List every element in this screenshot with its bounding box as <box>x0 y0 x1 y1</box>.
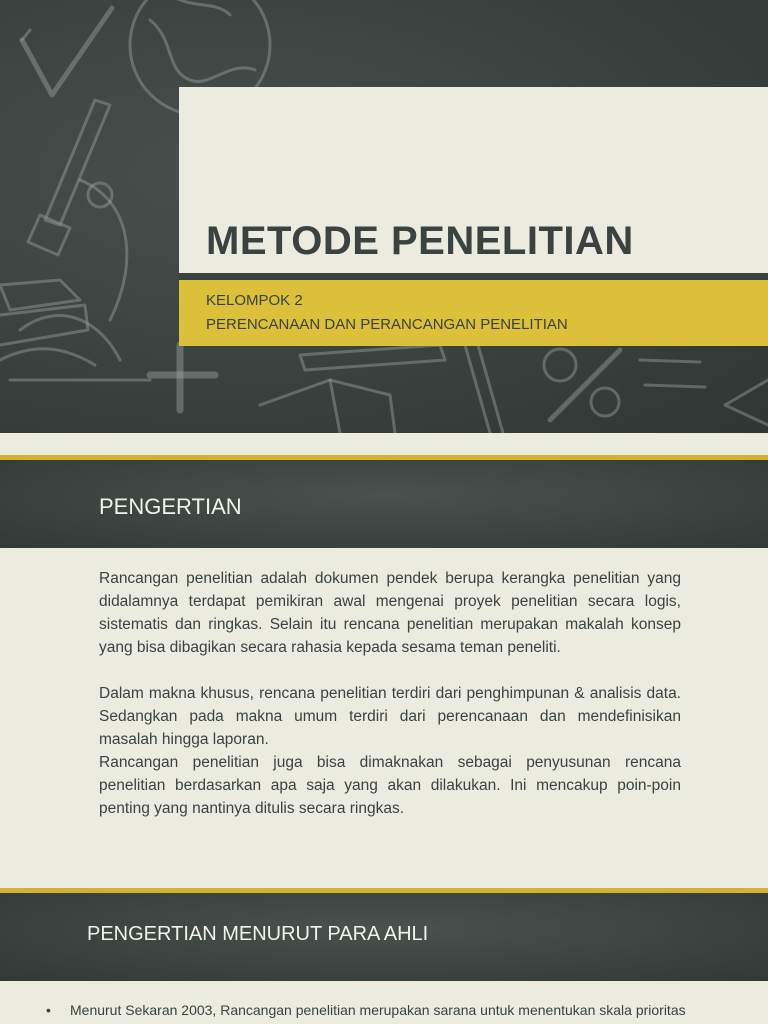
section-header-ahli <box>0 893 768 981</box>
pengertian-body <box>99 567 681 820</box>
presentation-title: METODE PENELITIAN <box>206 219 634 263</box>
section-title-ahli: PENGERTIAN MENURUT PARA AHLI <box>87 923 429 945</box>
list-item-text: Menurut Sekaran 2003, Rancangan penelitian merupakan sarana untuk menentukan skala prioritas <box>70 1002 686 1018</box>
subtitle-topic: PERENCANAAN DAN PERANCANGAN PENELITIAN <box>206 316 568 333</box>
bullet-icon: • <box>46 1002 51 1018</box>
paragraph-spacer <box>99 659 681 682</box>
subtitle-group: KELOMPOK 2 <box>206 292 303 309</box>
list-item <box>46 999 726 1021</box>
title-box <box>179 87 768 273</box>
title-divider <box>179 273 768 280</box>
section-header-pengertian <box>0 460 768 548</box>
ahli-bullet-list <box>46 999 726 1021</box>
section-title-pengertian: PENGERTIAN <box>99 494 242 519</box>
title-slide <box>0 0 768 433</box>
subtitle-band <box>179 280 768 346</box>
paragraph-special-meaning: Dalam makna khusus, rencana penelitian terdiri dari penghimpunan & analisis data. Sedangkan pada makna umum terdiri dari perencanaan dan mendefinisikan masalah hingga laporan. <box>99 685 681 748</box>
paragraph-definition: Rancangan penelitian adalah dokumen pendek berupa kerangka penelitian yang didalamnya terdapat pemikiran awal mengenai proyek penelitian secara logis, sistematis dan ringkas. Selain itu rencana penelitian merupakan makalah konsep yang bisa dibagikan secara rahasia kepada sesama teman peneliti. <box>99 570 681 656</box>
paragraph-interpretation: Rancangan penelitian juga bisa dimaknakan sebagai penyusunan rencana penelitian berdasarkan apa saja yang akan dilakukan. Ini mencakup poin-poin penting yang nantinya ditulis secara ringkas. <box>99 754 681 817</box>
